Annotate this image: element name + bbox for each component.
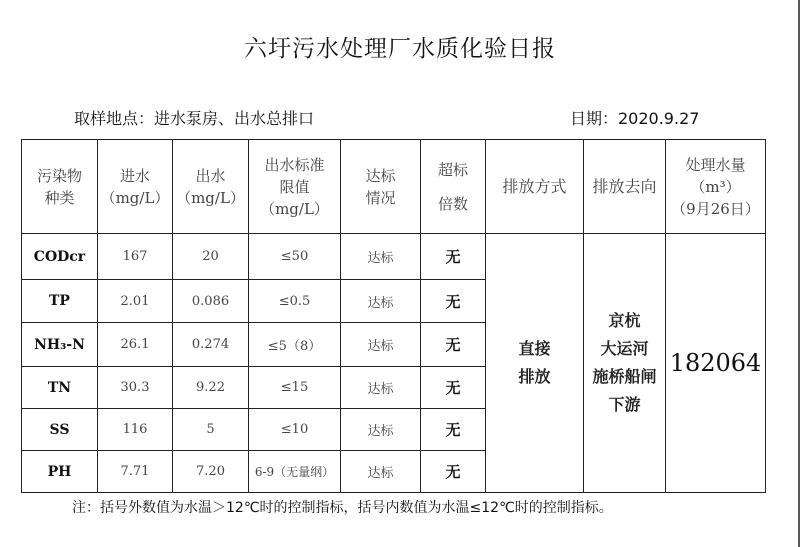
compliance-status: 达标 (341, 409, 421, 451)
header-text: 超标 (437, 160, 468, 179)
limit-value: ≤5（8） (249, 323, 341, 367)
discharge-direction-text: 施桥船闸 (592, 367, 657, 386)
header-exceed-multiple (421, 140, 486, 234)
header-text: 达标 (365, 166, 396, 185)
header-pollutant-type (22, 140, 98, 234)
header-treated-volume (666, 140, 766, 234)
outflow-value: 0.086 (173, 280, 249, 323)
limit-value: ≤0.5 (249, 280, 341, 323)
header-inflow (98, 140, 173, 234)
report-date: 日期：2020.9.27 (570, 109, 700, 128)
discharge-direction-text: 京杭 (608, 311, 641, 330)
pollutant-name: TP (22, 280, 98, 323)
header-text: 出水标准 (264, 155, 325, 174)
discharge-mode-cell (486, 234, 584, 493)
header-text: 种类 (44, 188, 75, 207)
sampling-location: 取样地点：进水泵房、出水总排口 (74, 109, 315, 128)
exceed-multiple: 无 (421, 323, 486, 367)
exceed-multiple: 无 (421, 280, 486, 323)
pollutant-name: SS (22, 409, 98, 451)
discharge-mode-text: 直接 (518, 339, 551, 358)
inflow-value: 116 (98, 409, 173, 451)
compliance-status: 达标 (341, 451, 421, 493)
header-text: （9月26日） (671, 199, 760, 218)
exceed-multiple: 无 (421, 409, 486, 451)
water-quality-table (21, 139, 766, 493)
report-title: 六圩污水处理厂水质化验日报 (244, 36, 556, 62)
limit-value: ≤50 (249, 234, 341, 280)
header-text: （mg/L） (100, 188, 170, 207)
header-outflow (173, 140, 249, 234)
header-text: （m³） (690, 177, 741, 196)
inflow-value: 7.71 (98, 451, 173, 493)
header-text: 倍数 (437, 194, 468, 213)
header-text: 进水 (119, 166, 150, 185)
outflow-value: 20 (173, 234, 249, 280)
header-discharge-mode: 排放方式 (486, 140, 584, 234)
compliance-status: 达标 (341, 367, 421, 409)
discharge-direction-cell (584, 234, 666, 493)
header-compliance (341, 140, 421, 234)
exceed-multiple: 无 (421, 367, 486, 409)
header-text: 限值 (279, 177, 310, 196)
pollutant-name: CODcr (22, 234, 98, 280)
compliance-status: 达标 (341, 280, 421, 323)
inflow-value: 2.01 (98, 280, 173, 323)
outflow-value: 5 (173, 409, 249, 451)
header-text: （mg/L） (260, 199, 329, 218)
limit-value: ≤15 (249, 367, 341, 409)
compliance-status: 达标 (341, 323, 421, 367)
header-limit (249, 140, 341, 234)
inflow-value: 26.1 (98, 323, 173, 367)
discharge-direction-text: 下游 (608, 395, 641, 414)
discharge-mode-text: 排放 (518, 367, 551, 386)
header-text: （mg/L） (176, 188, 245, 207)
exceed-multiple: 无 (421, 451, 486, 493)
pollutant-name: TN (22, 367, 98, 409)
header-text: 污染物 (36, 166, 82, 185)
header-discharge-direction: 排放去向 (584, 140, 666, 234)
outflow-value: 0.274 (173, 323, 249, 367)
pollutant-name: PH (22, 451, 98, 493)
discharge-direction-text: 大运河 (600, 339, 649, 358)
header-text: 处理水量 (685, 155, 746, 174)
outflow-value: 9.22 (173, 367, 249, 409)
exceed-multiple: 无 (421, 234, 486, 280)
footnote: 注：括号外数值为水温＞12℃时的控制指标，括号内数值为水温≤12℃时的控制指标。 (72, 500, 613, 516)
outflow-value: 7.20 (173, 451, 249, 493)
pollutant-name: NH₃-N (22, 323, 98, 367)
inflow-value: 167 (98, 234, 173, 280)
header-text: 出水 (195, 166, 226, 185)
table-row (22, 234, 766, 280)
treated-volume-value: 182064 (666, 234, 766, 493)
limit-value: ≤10 (249, 409, 341, 451)
compliance-status: 达标 (341, 234, 421, 280)
inflow-value: 30.3 (98, 367, 173, 409)
header-text: 情况 (365, 188, 396, 207)
limit-value: 6-9（无量纲） (249, 451, 341, 493)
header-row (22, 140, 766, 234)
